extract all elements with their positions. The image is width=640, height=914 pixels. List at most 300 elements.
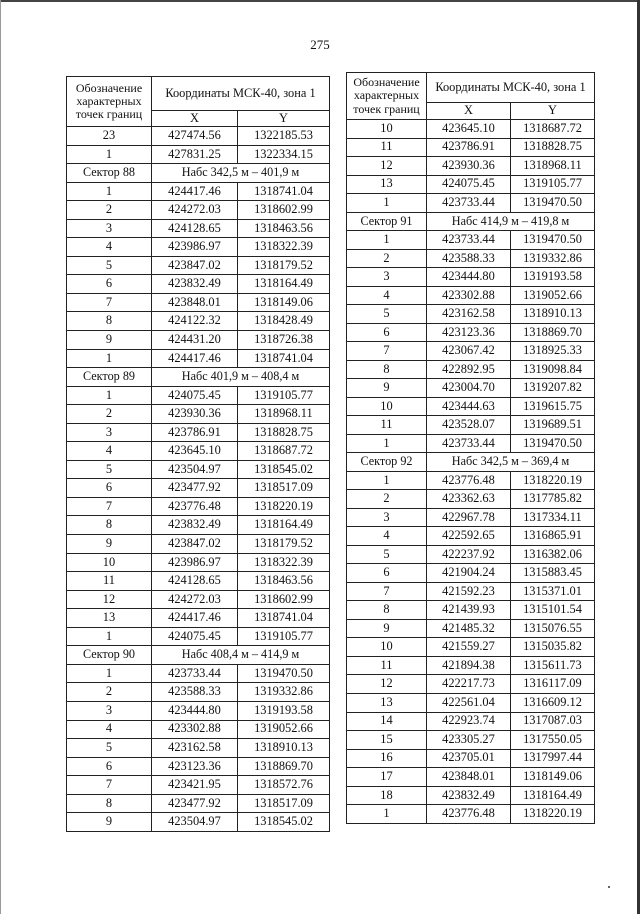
point-number: 7 <box>67 497 152 516</box>
point-number: 1 <box>347 194 427 213</box>
point-number: 11 <box>347 138 427 157</box>
table-row <box>67 127 330 146</box>
x-coordinate: 424075.45 <box>427 175 511 194</box>
sector-elevation-range: Набс 408,4 м – 414,9 м <box>152 646 330 665</box>
table-row <box>347 749 595 768</box>
point-number: 23 <box>67 127 152 146</box>
point-number: 1 <box>67 386 152 405</box>
point-number: 11 <box>347 416 427 435</box>
point-number: 3 <box>67 701 152 720</box>
y-coordinate: 1318322.39 <box>238 238 330 257</box>
x-coordinate: 423444.63 <box>427 397 511 416</box>
x-coordinate: 423832.49 <box>152 516 238 535</box>
y-coordinate: 1319105.77 <box>238 386 330 405</box>
x-coordinate: 423162.58 <box>427 305 511 324</box>
point-number: 13 <box>347 175 427 194</box>
point-number: 5 <box>67 256 152 275</box>
x-coordinate: 423832.49 <box>427 786 511 805</box>
y-coordinate: 1319470.50 <box>511 194 595 213</box>
table-row <box>347 434 595 453</box>
x-coordinate: 421592.23 <box>427 582 511 601</box>
sector-name: Сектор 89 <box>67 368 152 387</box>
y-coordinate: 1317785.82 <box>511 490 595 509</box>
y-coordinate: 1315371.01 <box>511 582 595 601</box>
y-coordinate: 1319470.50 <box>238 664 330 683</box>
table-row <box>67 479 330 498</box>
y-coordinate: 1318164.49 <box>511 786 595 805</box>
table-row <box>67 757 330 776</box>
y-coordinate: 1318741.04 <box>238 182 330 201</box>
point-number: 3 <box>347 508 427 527</box>
x-coordinate: 423123.36 <box>427 323 511 342</box>
table-row <box>347 564 595 583</box>
x-coordinate: 423847.02 <box>152 535 238 554</box>
x-coordinate: 423444.80 <box>152 701 238 720</box>
table-row <box>347 305 595 324</box>
x-coordinate: 423123.36 <box>152 757 238 776</box>
table-row <box>347 619 595 638</box>
table-row <box>347 508 595 527</box>
y-coordinate: 1317997.44 <box>511 749 595 768</box>
y-coordinate: 1318545.02 <box>238 460 330 479</box>
x-coordinate: 423832.49 <box>152 275 238 294</box>
x-coordinate: 423444.80 <box>427 268 511 287</box>
y-coordinate: 1319098.84 <box>511 360 595 379</box>
table-row <box>67 386 330 405</box>
point-number: 1 <box>67 664 152 683</box>
x-coordinate: 423786.91 <box>152 423 238 442</box>
point-number: 2 <box>67 405 152 424</box>
y-coordinate: 1318828.75 <box>238 423 330 442</box>
point-number: 5 <box>67 460 152 479</box>
y-coordinate: 1319105.77 <box>511 175 595 194</box>
table-row <box>67 423 330 442</box>
sector-row <box>347 212 595 231</box>
table-row <box>67 331 330 350</box>
x-coordinate: 422592.65 <box>427 527 511 546</box>
y-coordinate: 1316117.09 <box>511 675 595 694</box>
x-coordinate: 423848.01 <box>427 768 511 787</box>
table-row <box>67 293 330 312</box>
x-coordinate: 424431.20 <box>152 331 238 350</box>
x-coordinate: 423733.44 <box>152 664 238 683</box>
point-number: 10 <box>347 638 427 657</box>
y-column-header: Y <box>511 103 595 120</box>
point-number: 8 <box>347 360 427 379</box>
y-coordinate: 1318220.19 <box>238 497 330 516</box>
table-row <box>67 497 330 516</box>
y-coordinate: 1319615.75 <box>511 397 595 416</box>
table-row <box>347 157 595 176</box>
point-number: 1 <box>67 182 152 201</box>
y-coordinate: 1319052.66 <box>238 720 330 739</box>
table-row <box>67 627 330 646</box>
x-coordinate: 423645.10 <box>427 120 511 139</box>
y-coordinate: 1318602.99 <box>238 201 330 220</box>
x-coordinate: 423986.97 <box>152 553 238 572</box>
x-coordinate: 423477.92 <box>152 479 238 498</box>
y-coordinate: 1318687.72 <box>511 120 595 139</box>
table-row <box>67 776 330 795</box>
table-row <box>347 379 595 398</box>
table-body-right <box>347 120 595 824</box>
y-coordinate: 1318149.06 <box>238 293 330 312</box>
point-number: 6 <box>67 479 152 498</box>
point-number: 2 <box>67 201 152 220</box>
table-row <box>67 590 330 609</box>
point-number: 15 <box>347 731 427 750</box>
table-row <box>347 175 595 194</box>
x-coordinate: 423305.27 <box>427 731 511 750</box>
table-row <box>347 582 595 601</box>
point-number: 4 <box>67 238 152 257</box>
x-column-header: X <box>427 103 511 120</box>
x-coordinate: 423421.95 <box>152 776 238 795</box>
x-coordinate: 423302.88 <box>152 720 238 739</box>
point-number: 16 <box>347 749 427 768</box>
y-coordinate: 1318428.49 <box>238 312 330 331</box>
table-row <box>67 238 330 257</box>
table-row <box>67 460 330 479</box>
y-coordinate: 1318968.11 <box>238 405 330 424</box>
table-row <box>347 805 595 824</box>
y-coordinate: 1318925.33 <box>511 342 595 361</box>
y-coordinate: 1318517.09 <box>238 479 330 498</box>
y-coordinate: 1316865.91 <box>511 527 595 546</box>
table-row <box>67 813 330 832</box>
x-coordinate: 423004.70 <box>427 379 511 398</box>
x-coordinate: 423733.44 <box>427 194 511 213</box>
y-coordinate: 1319332.86 <box>511 249 595 268</box>
scan-top-edge <box>0 0 640 2</box>
point-number: 6 <box>67 275 152 294</box>
point-number: 10 <box>67 553 152 572</box>
point-number: 1 <box>347 805 427 824</box>
table-row <box>67 275 330 294</box>
y-coordinate: 1319105.77 <box>238 627 330 646</box>
coordinate-system-header: Координаты МСК-40, зона 1 <box>152 77 330 111</box>
y-coordinate: 1315611.73 <box>511 656 595 675</box>
point-number: 10 <box>347 397 427 416</box>
table-row <box>347 601 595 620</box>
y-coordinate: 1318968.11 <box>511 157 595 176</box>
point-number: 9 <box>67 535 152 554</box>
y-coordinate: 1318741.04 <box>238 349 330 368</box>
point-number: 8 <box>67 516 152 535</box>
point-number: 7 <box>67 776 152 795</box>
point-number: 17 <box>347 768 427 787</box>
table-row <box>67 516 330 535</box>
x-coordinate: 422217.73 <box>427 675 511 694</box>
x-coordinate: 424122.32 <box>152 312 238 331</box>
scan-speck <box>608 886 610 888</box>
x-coordinate: 424417.46 <box>152 349 238 368</box>
table-body-left <box>67 127 330 832</box>
y-coordinate: 1318910.13 <box>511 305 595 324</box>
table-row <box>67 609 330 628</box>
x-coordinate: 423477.92 <box>152 794 238 813</box>
point-number: 2 <box>347 490 427 509</box>
point-number: 12 <box>67 590 152 609</box>
point-number: 4 <box>347 527 427 546</box>
y-coordinate: 1315035.82 <box>511 638 595 657</box>
x-coordinate: 424272.03 <box>152 201 238 220</box>
point-number: 6 <box>67 757 152 776</box>
x-coordinate: 424128.65 <box>152 219 238 238</box>
x-coordinate: 423362.63 <box>427 490 511 509</box>
y-coordinate: 1318179.52 <box>238 256 330 275</box>
table-row <box>347 268 595 287</box>
point-number: 6 <box>347 564 427 583</box>
table-row <box>67 442 330 461</box>
y-coordinate: 1318869.70 <box>511 323 595 342</box>
table-row <box>347 342 595 361</box>
y-column-header: Y <box>238 111 330 127</box>
point-number: 11 <box>67 572 152 591</box>
point-number: 7 <box>347 342 427 361</box>
y-coordinate: 1318322.39 <box>238 553 330 572</box>
x-coordinate: 423986.97 <box>152 238 238 257</box>
table-row <box>67 312 330 331</box>
y-coordinate: 1318910.13 <box>238 739 330 758</box>
table-row <box>347 712 595 731</box>
point-number: 1 <box>67 627 152 646</box>
y-coordinate: 1318602.99 <box>238 590 330 609</box>
x-coordinate: 423733.44 <box>427 434 511 453</box>
y-coordinate: 1316609.12 <box>511 693 595 712</box>
point-number: 12 <box>347 157 427 176</box>
point-number: 5 <box>347 545 427 564</box>
point-number: 8 <box>67 794 152 813</box>
x-coordinate: 421559.27 <box>427 638 511 657</box>
y-coordinate: 1319332.86 <box>238 683 330 702</box>
table-row <box>67 572 330 591</box>
table-row <box>347 249 595 268</box>
point-number: 2 <box>67 683 152 702</box>
x-coordinate: 423776.48 <box>427 805 511 824</box>
table-row <box>67 739 330 758</box>
x-coordinate: 424272.03 <box>152 590 238 609</box>
y-coordinate: 1315076.55 <box>511 619 595 638</box>
table-row <box>67 794 330 813</box>
x-coordinate: 423504.97 <box>152 813 238 832</box>
x-coordinate: 423776.48 <box>427 471 511 490</box>
point-number: 9 <box>347 379 427 398</box>
table-row <box>347 786 595 805</box>
table-row <box>347 656 595 675</box>
point-number: 13 <box>67 609 152 628</box>
x-coordinate: 424075.45 <box>152 386 238 405</box>
table-row <box>347 490 595 509</box>
point-number: 5 <box>347 305 427 324</box>
y-coordinate: 1319207.82 <box>511 379 595 398</box>
point-number: 9 <box>347 619 427 638</box>
point-number: 6 <box>347 323 427 342</box>
sector-row <box>67 164 330 183</box>
x-coordinate: 424075.45 <box>152 627 238 646</box>
x-coordinate: 422237.92 <box>427 545 511 564</box>
table-row <box>347 397 595 416</box>
coordinates-table-right <box>346 72 595 824</box>
page-number: 275 <box>310 37 330 52</box>
x-coordinate: 422967.78 <box>427 508 511 527</box>
table-row <box>347 638 595 657</box>
point-number: 5 <box>67 739 152 758</box>
y-coordinate: 1317087.03 <box>511 712 595 731</box>
point-number: 14 <box>347 712 427 731</box>
y-coordinate: 1322334.15 <box>238 145 330 164</box>
point-number: 9 <box>67 331 152 350</box>
sector-row <box>67 646 330 665</box>
point-number: 8 <box>347 601 427 620</box>
point-number: 12 <box>347 675 427 694</box>
y-coordinate: 1318164.49 <box>238 275 330 294</box>
x-coordinate: 423645.10 <box>152 442 238 461</box>
table-row <box>347 471 595 490</box>
y-coordinate: 1318463.56 <box>238 219 330 238</box>
y-coordinate: 1319689.51 <box>511 416 595 435</box>
table-row <box>347 360 595 379</box>
table-row <box>347 545 595 564</box>
y-coordinate: 1318869.70 <box>238 757 330 776</box>
sector-name: Сектор 91 <box>347 212 427 231</box>
x-coordinate: 423162.58 <box>152 739 238 758</box>
x-coordinate: 423588.33 <box>152 683 238 702</box>
table-row <box>67 349 330 368</box>
x-coordinate: 423067.42 <box>427 342 511 361</box>
y-coordinate: 1322185.53 <box>238 127 330 146</box>
point-designation-header: Обозначение характерных точек границ <box>67 77 152 127</box>
y-coordinate: 1318726.38 <box>238 331 330 350</box>
point-number: 4 <box>347 286 427 305</box>
point-number: 2 <box>347 249 427 268</box>
table-row <box>347 731 595 750</box>
point-number: 3 <box>347 268 427 287</box>
x-coordinate: 423930.36 <box>427 157 511 176</box>
x-coordinate: 423302.88 <box>427 286 511 305</box>
coordinate-system-header: Координаты МСК-40, зона 1 <box>427 73 595 103</box>
point-number: 4 <box>67 720 152 739</box>
table-row <box>67 219 330 238</box>
point-number: 9 <box>67 813 152 832</box>
y-coordinate: 1318220.19 <box>511 471 595 490</box>
x-coordinate: 427474.56 <box>152 127 238 146</box>
x-column-header: X <box>152 111 238 127</box>
point-number: 1 <box>347 434 427 453</box>
point-number: 18 <box>347 786 427 805</box>
coordinates-table-left <box>66 76 330 832</box>
table-row <box>67 405 330 424</box>
table-row <box>347 323 595 342</box>
table-row <box>67 683 330 702</box>
point-number: 7 <box>67 293 152 312</box>
x-coordinate: 423588.33 <box>427 249 511 268</box>
point-number: 4 <box>67 442 152 461</box>
table-row <box>67 182 330 201</box>
sector-row <box>347 453 595 472</box>
x-coordinate: 421485.32 <box>427 619 511 638</box>
table-row <box>347 527 595 546</box>
point-number: 10 <box>347 120 427 139</box>
y-coordinate: 1317550.05 <box>511 731 595 750</box>
point-number: 1 <box>347 231 427 250</box>
scan-left-edge <box>0 0 1 914</box>
point-number: 3 <box>67 423 152 442</box>
point-designation-header: Обозначение характерных точек границ <box>347 73 427 120</box>
sector-name: Сектор 92 <box>347 453 427 472</box>
x-coordinate: 424417.46 <box>152 182 238 201</box>
x-coordinate: 423776.48 <box>152 497 238 516</box>
table-row <box>347 120 595 139</box>
table-row <box>67 201 330 220</box>
y-coordinate: 1318179.52 <box>238 535 330 554</box>
y-coordinate: 1319052.66 <box>511 286 595 305</box>
sector-name: Сектор 90 <box>67 646 152 665</box>
point-number: 13 <box>347 693 427 712</box>
x-coordinate: 423528.07 <box>427 416 511 435</box>
y-coordinate: 1318220.19 <box>511 805 595 824</box>
table-row <box>347 194 595 213</box>
y-coordinate: 1319470.50 <box>511 231 595 250</box>
x-coordinate: 423733.44 <box>427 231 511 250</box>
table-row <box>67 256 330 275</box>
y-coordinate: 1318828.75 <box>511 138 595 157</box>
point-number: 1 <box>67 145 152 164</box>
y-coordinate: 1318572.76 <box>238 776 330 795</box>
x-coordinate: 423786.91 <box>427 138 511 157</box>
table-row <box>67 701 330 720</box>
x-coordinate: 427831.25 <box>152 145 238 164</box>
y-coordinate: 1319193.58 <box>511 268 595 287</box>
y-coordinate: 1318687.72 <box>238 442 330 461</box>
sector-elevation-range: Набс 342,5 м – 401,9 м <box>152 164 330 183</box>
point-number: 7 <box>347 582 427 601</box>
x-coordinate: 423930.36 <box>152 405 238 424</box>
y-coordinate: 1318517.09 <box>238 794 330 813</box>
table-row <box>67 535 330 554</box>
table-row <box>67 145 330 164</box>
point-number: 11 <box>347 656 427 675</box>
x-coordinate: 423705.01 <box>427 749 511 768</box>
point-number: 8 <box>67 312 152 331</box>
y-coordinate: 1318741.04 <box>238 609 330 628</box>
y-coordinate: 1318463.56 <box>238 572 330 591</box>
table-row <box>347 231 595 250</box>
table-row <box>347 768 595 787</box>
x-coordinate: 421904.24 <box>427 564 511 583</box>
y-coordinate: 1315883.45 <box>511 564 595 583</box>
sector-elevation-range: Набс 342,5 м – 369,4 м <box>427 453 595 472</box>
sector-elevation-range: Набс 414,9 м – 419,8 м <box>427 212 595 231</box>
sector-elevation-range: Набс 401,9 м – 408,4 м <box>152 368 330 387</box>
y-coordinate: 1318149.06 <box>511 768 595 787</box>
point-number: 1 <box>347 471 427 490</box>
x-coordinate: 423847.02 <box>152 256 238 275</box>
sector-row <box>67 368 330 387</box>
x-coordinate: 421439.93 <box>427 601 511 620</box>
x-coordinate: 423848.01 <box>152 293 238 312</box>
table-row <box>347 138 595 157</box>
x-coordinate: 424417.46 <box>152 609 238 628</box>
table-row <box>347 416 595 435</box>
x-coordinate: 423504.97 <box>152 460 238 479</box>
x-coordinate: 424128.65 <box>152 572 238 591</box>
x-coordinate: 421894.38 <box>427 656 511 675</box>
sector-name: Сектор 88 <box>67 164 152 183</box>
x-coordinate: 422892.95 <box>427 360 511 379</box>
y-coordinate: 1316382.06 <box>511 545 595 564</box>
table-row <box>67 720 330 739</box>
